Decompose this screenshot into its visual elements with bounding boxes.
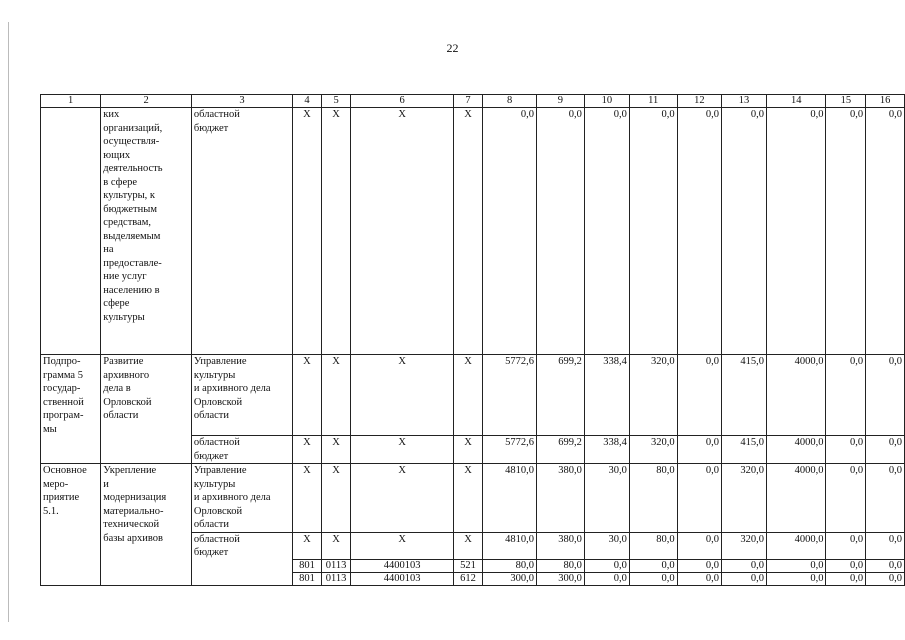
value-cell: 699,2 — [537, 436, 585, 464]
column-header-5: 5 — [321, 95, 351, 108]
column-header-7: 7 — [453, 95, 482, 108]
value-cell: 0,0 — [677, 436, 721, 464]
column-header-1: 1 — [41, 95, 101, 108]
value-cell: 320,0 — [722, 532, 767, 559]
value-cell: 0,0 — [584, 559, 629, 572]
value-cell: 699,2 — [537, 355, 585, 436]
column-header-4: 4 — [293, 95, 322, 108]
value-cell: X — [351, 532, 453, 559]
value-cell: 0,0 — [677, 108, 721, 355]
value-cell: 0,0 — [767, 108, 826, 355]
value-cell: 0,0 — [826, 436, 866, 464]
value-cell: 0,0 — [677, 559, 721, 572]
column-header-14: 14 — [767, 95, 826, 108]
status-cell: Основное меро- приятие 5.1. — [41, 464, 101, 586]
value-cell: 0,0 — [584, 108, 629, 355]
value-cell: 4810,0 — [483, 532, 537, 559]
value-cell: X — [453, 532, 482, 559]
value-cell: 0113 — [321, 559, 351, 572]
value-cell: 521 — [453, 559, 482, 572]
value-cell: 0,0 — [677, 572, 721, 585]
value-cell: X — [293, 464, 322, 533]
value-cell: 0,0 — [483, 108, 537, 355]
value-cell: 320,0 — [629, 436, 677, 464]
column-header-12: 12 — [677, 95, 721, 108]
value-cell: 0,0 — [826, 559, 866, 572]
value-cell: X — [321, 532, 351, 559]
page-number: 22 — [446, 41, 459, 55]
value-cell: 0,0 — [722, 108, 767, 355]
value-cell: 0,0 — [826, 572, 866, 585]
value-cell: 0,0 — [677, 464, 721, 533]
column-header-9: 9 — [537, 95, 585, 108]
column-header-6: 6 — [351, 95, 453, 108]
value-cell: 0,0 — [722, 559, 767, 572]
value-cell: 801 — [293, 559, 322, 572]
value-cell: 612 — [453, 572, 482, 585]
column-header-15: 15 — [826, 95, 866, 108]
value-cell: X — [293, 108, 322, 355]
column-header-2: 2 — [101, 95, 192, 108]
value-cell: 4810,0 — [483, 464, 537, 533]
value-cell: 0,0 — [826, 532, 866, 559]
margin-rule — [8, 22, 9, 622]
value-cell: 80,0 — [483, 559, 537, 572]
value-cell: 320,0 — [722, 464, 767, 533]
value-cell: 0,0 — [722, 572, 767, 585]
value-cell: 5772,6 — [483, 355, 537, 436]
value-cell: X — [351, 355, 453, 436]
header-row — [41, 95, 905, 108]
value-cell: 0,0 — [826, 464, 866, 533]
value-cell: X — [351, 108, 453, 355]
executor-cell: Управление культуры и архивного дела Орловской области — [191, 355, 292, 436]
value-cell: 0,0 — [767, 559, 826, 572]
value-cell: X — [453, 464, 482, 533]
value-cell: 4000,0 — [767, 464, 826, 533]
table-row — [41, 355, 905, 436]
value-cell: 0,0 — [629, 572, 677, 585]
value-cell: 4000,0 — [767, 532, 826, 559]
value-cell: 4400103 — [351, 572, 453, 585]
value-cell: 80,0 — [629, 464, 677, 533]
value-cell: 0,0 — [677, 355, 721, 436]
executor-cell: Управление культуры и архивного дела Орловской области — [191, 464, 292, 533]
value-cell: 0,0 — [629, 108, 677, 355]
value-cell: 320,0 — [629, 355, 677, 436]
value-cell: 0,0 — [826, 355, 866, 436]
status-cell: Подпро- грамма 5 государ- ственной програм- мы — [41, 355, 101, 464]
value-cell: X — [293, 436, 322, 464]
value-cell: 380,0 — [537, 464, 585, 533]
value-cell: 0,0 — [629, 559, 677, 572]
value-cell: X — [351, 464, 453, 533]
name-cell: Развитие архивного дела в Орловской области — [101, 355, 192, 464]
value-cell: X — [321, 108, 351, 355]
executor-cell: областной бюджет — [191, 436, 292, 464]
name-cell: Укрепление и модернизация материально- технической базы архивов — [101, 464, 192, 586]
value-cell: X — [321, 355, 351, 436]
name-cell: ких организаций, осуществля- ющих деятельность в сфере культуры, к бюджетным средствам, выделяемым на предоставле- ние услуг населению в сфере культуры — [101, 108, 192, 355]
value-cell: X — [351, 436, 453, 464]
value-cell: 300,0 — [537, 572, 585, 585]
value-cell: X — [453, 355, 482, 436]
value-cell: 0,0 — [866, 108, 905, 355]
column-header-16: 16 — [866, 95, 905, 108]
column-header-10: 10 — [584, 95, 629, 108]
value-cell: 300,0 — [483, 572, 537, 585]
value-cell: 0,0 — [537, 108, 585, 355]
column-header-8: 8 — [483, 95, 537, 108]
value-cell: X — [453, 108, 482, 355]
value-cell: X — [293, 532, 322, 559]
value-cell: 0,0 — [866, 532, 905, 559]
value-cell: 380,0 — [537, 532, 585, 559]
value-cell: X — [293, 355, 322, 436]
value-cell: 0113 — [321, 572, 351, 585]
table-body — [41, 95, 905, 586]
value-cell: X — [453, 436, 482, 464]
column-header-11: 11 — [629, 95, 677, 108]
executor-cell: областной бюджет — [191, 108, 292, 355]
value-cell: 0,0 — [677, 532, 721, 559]
value-cell: 0,0 — [584, 572, 629, 585]
value-cell: 0,0 — [826, 108, 866, 355]
value-cell: 4400103 — [351, 559, 453, 572]
value-cell: 0,0 — [767, 572, 826, 585]
value-cell: 0,0 — [866, 464, 905, 533]
table-row — [41, 108, 905, 355]
status-cell — [41, 108, 101, 355]
value-cell: 80,0 — [537, 559, 585, 572]
value-cell: 0,0 — [866, 559, 905, 572]
value-cell: 0,0 — [866, 572, 905, 585]
value-cell: 0,0 — [866, 436, 905, 464]
executor-cell: областной бюджет — [191, 532, 292, 585]
value-cell: 30,0 — [584, 532, 629, 559]
value-cell: 0,0 — [866, 355, 905, 436]
value-cell: 415,0 — [722, 355, 767, 436]
value-cell: 338,4 — [584, 436, 629, 464]
budget-table — [40, 94, 905, 586]
value-cell: 801 — [293, 572, 322, 585]
column-header-3: 3 — [191, 95, 292, 108]
table-row — [41, 464, 905, 533]
value-cell: 4000,0 — [767, 436, 826, 464]
value-cell: 415,0 — [722, 436, 767, 464]
value-cell: 338,4 — [584, 355, 629, 436]
value-cell: 4000,0 — [767, 355, 826, 436]
value-cell: 80,0 — [629, 532, 677, 559]
value-cell: X — [321, 436, 351, 464]
value-cell: 30,0 — [584, 464, 629, 533]
value-cell: X — [321, 464, 351, 533]
column-header-13: 13 — [722, 95, 767, 108]
value-cell: 5772,6 — [483, 436, 537, 464]
